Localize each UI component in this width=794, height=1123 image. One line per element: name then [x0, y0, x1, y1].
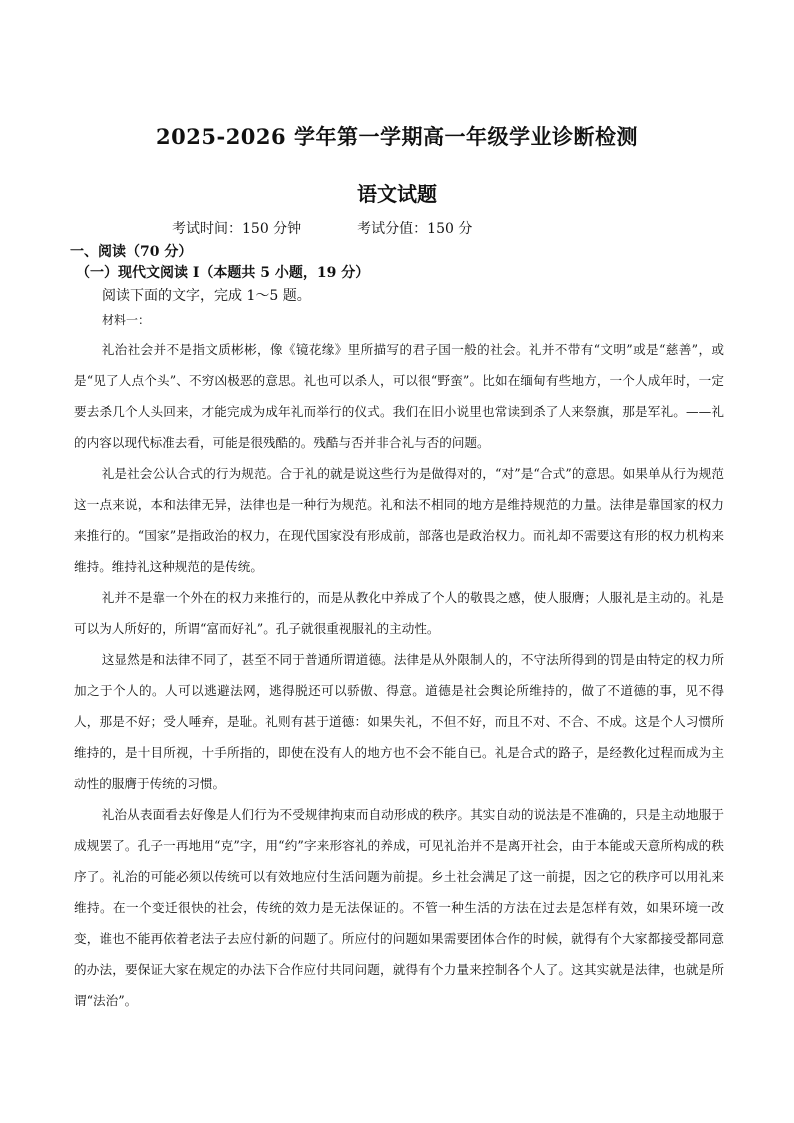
- subsection-heading: （一）现代文阅读 I（本题共 5 小题，19 分）: [76, 265, 370, 281]
- paragraph: 礼是社会公认合式的行为规范。合于礼的就是说这些行为是做得对的，“对”是“合式”的意思。如果单从行为规范这一点来说，本和法律无异，法律也是一种行为规范。礼和法不相同的地方是维持规范的力量。法律是靠国家的权力来推行的。“国家”是指政治的权力，在现代国家没有形成前，部落也是政治权力。而礼却不需要这有形的权力机构来维持。维持礼这种规范的是传统。: [74, 466, 724, 574]
- exam-subject: 语文试题: [357, 182, 437, 206]
- material-label: 材料一：: [102, 313, 151, 327]
- reading-instruction: 阅读下面的文字，完成 1～5 题。: [102, 288, 311, 304]
- exam-title: 2025-2026 学年第一学期高一年级学业诊断检测: [156, 124, 638, 149]
- paragraph: 礼治从表面看去好像是人们行为不受规律拘束而自动形成的秩序。其实自动的说法是不准确的，只是主动地服于成规罢了。孔子一再地用“克”字，用“约”字来形容礼的养成，可见礼治并不是离开社会，由于本能或天意所构成的秩序了。礼治的可能必须以传统可以有效地应付生活问题为前提。乡土社会满足了这一前提，因之它的秩序可以用礼来维持。在一个变迁很快的社会，传统的效力是无法保证的。不管一种生活的方法在过去是怎样有效，如果环境一改变，谁也不能再依着老法子去应付新的问题了。所应付的问题如果需要团体合作的时候，就得有个大家都接受都同意的办法，要保证大家在规定的办法下合作应付共同问题，就得有个力量来控制各个人了。这其实就是法律，也就是所谓“法治”。: [74, 807, 724, 1008]
- exam-time: 考试时间：150 分钟: [172, 221, 302, 237]
- passage: [74, 334, 724, 1016]
- paragraph: 礼治社会并不是指文质彬彬，像《镜花缘》里所描写的君子国一般的社会。礼并不带有“文明”或是“慈善”，或是“见了人点个头”、不穷凶极恶的意思。礼也可以杀人，可以很“野蛮”。比如在缅甸有些地方，一个人成年时，一定要去杀几个人头回来，才能完成为成年礼而举行的仪式。我们在旧小说里也常读到杀了人来祭旗，那是军礼。——礼的内容以现代标准去看，可能是很残酷的。残酷与否并非合礼与否的问题。: [74, 342, 724, 450]
- paragraph: 这显然是和法律不同了，甚至不同于普通所谓道德。法律是从外限制人的，不守法所得到的罚是由特定的权力所加之于个人的。人可以逃避法网，逃得脱还可以骄傲、得意。道德是社会舆论所维持的，做了不道德的事，见不得人，那是不好；受人唾弃，是耻。礼则有甚于道德：如果失礼，不但不好，而且不对、不合、不成。这是个人习惯所维持的，是十目所视，十手所指的，即使在没有人的地方也不会不能自已。礼是合式的路子，是经教化过程而成为主动性的服膺于传统的习惯。: [74, 652, 724, 791]
- section-heading: 一、阅读（70 分）: [70, 244, 193, 260]
- exam-score: 考试分值：150 分: [357, 221, 473, 237]
- exam-meta: [172, 218, 472, 238]
- paragraph: 礼并不是靠一个外在的权力来推行的，而是从教化中养成了个人的敬畏之感，使人服膺；人服礼是主动的。礼是可以为人所好的，所谓“富而好礼”。孔子就很重视服礼的主动性。: [74, 590, 724, 636]
